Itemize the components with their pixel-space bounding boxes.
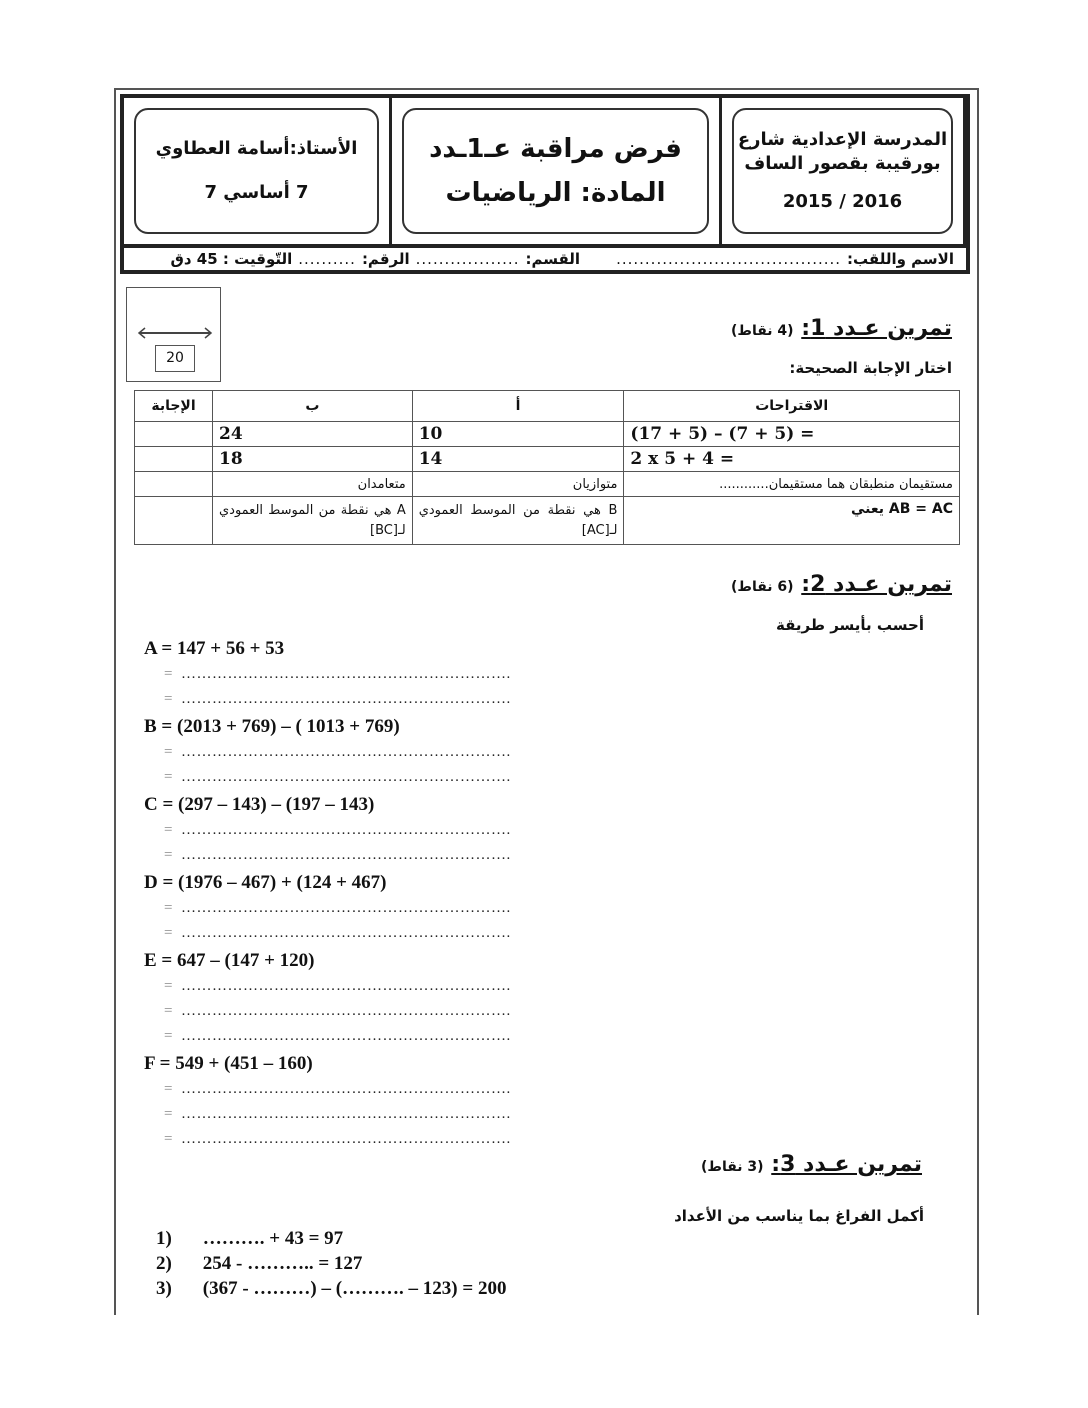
fill-equation[interactable]: (367 - ………) – (………. – 123) = 200 xyxy=(202,1278,507,1299)
header-option-a: أ xyxy=(412,391,624,422)
option-b: 18 xyxy=(212,447,412,472)
school-year: 2016 / 2015 xyxy=(782,191,903,212)
table-row xyxy=(135,447,960,472)
teacher-box xyxy=(124,98,392,244)
option-b: 24 xyxy=(212,422,412,447)
answer-cell[interactable] xyxy=(135,447,213,472)
number-label: الرقم: xyxy=(361,250,410,268)
expression-2: C = (297 – 143) – (197 – 143) xyxy=(144,794,375,815)
answer-dots[interactable]: ………………………………………………………. xyxy=(180,1106,511,1122)
exam-title: فرض مراقبة عـ1ـدد xyxy=(429,134,682,164)
equals-sign: = xyxy=(164,1003,173,1019)
equals-sign: = xyxy=(164,925,173,941)
page-border-top xyxy=(114,88,979,90)
equals-sign: = xyxy=(164,666,173,682)
exercise2-heading xyxy=(731,572,952,597)
equals-sign: = xyxy=(164,1081,173,1097)
answer-dots[interactable]: ………………………………………………………. xyxy=(180,666,511,682)
fill-number: 3) xyxy=(156,1278,172,1299)
answer-dots[interactable]: ………………………………………………………. xyxy=(180,847,511,863)
proposition: AB = AC يعني xyxy=(624,497,960,545)
equals-sign: = xyxy=(164,822,173,838)
table-header-row xyxy=(135,391,960,422)
exercise3-heading xyxy=(701,1152,922,1177)
answer-dots[interactable]: ………………………………………………………. xyxy=(180,691,511,707)
answer-line[interactable] xyxy=(164,847,511,864)
proposition: مستقيمان منطبقان هما مستقيمان............ xyxy=(624,472,960,497)
answer-line[interactable] xyxy=(164,691,511,708)
teacher-name: الأستاذ:أسامة العطاوي xyxy=(155,138,358,159)
expression-5: F = 549 + (451 – 160) xyxy=(144,1053,313,1074)
answer-line[interactable] xyxy=(164,1003,511,1020)
answer-line[interactable] xyxy=(164,666,511,683)
exercise2-points: (6 نقاط) xyxy=(731,579,794,595)
answer-cell[interactable] xyxy=(135,422,213,447)
proposition: 2 x 5 + 4 = xyxy=(624,447,960,472)
option-a: 14 xyxy=(412,447,624,472)
exercise1-heading xyxy=(731,316,952,341)
table-row xyxy=(135,497,960,545)
school-box xyxy=(722,98,966,244)
answer-dots[interactable]: ………………………………………………………. xyxy=(180,978,511,994)
grade-level: 7 أساسي 7 xyxy=(204,182,309,203)
name-label: الاسم واللقب: xyxy=(847,250,954,268)
answer-line[interactable] xyxy=(164,900,511,917)
fill-item xyxy=(156,1253,362,1275)
exam-header xyxy=(120,94,970,274)
expression-0: A = 147 + 56 + 53 xyxy=(144,638,285,659)
school-name-line2: بورقيبة بقصور الساف xyxy=(744,153,941,174)
equals-sign: = xyxy=(164,1106,173,1122)
student-info-bar xyxy=(124,244,966,270)
equals-sign: = xyxy=(164,978,173,994)
answer-line[interactable] xyxy=(164,822,511,839)
duration-label: التّوقيت : 45 دق xyxy=(170,250,293,268)
class-field[interactable]: .................. xyxy=(415,250,520,268)
page-border-right xyxy=(977,90,979,1315)
answer-line[interactable] xyxy=(164,1028,511,1045)
option-a: B هي نقطة من الموسط العمودي لـ[AC] xyxy=(412,497,624,545)
exercise1-title: تمرين عـدد 1: xyxy=(801,316,952,341)
answer-dots[interactable]: ………………………………………………………. xyxy=(180,822,511,838)
class-label: القسم: xyxy=(525,250,581,268)
fill-number: 1) xyxy=(156,1228,172,1249)
school-name-line1: المدرسة الإعدادية شارع xyxy=(737,129,948,150)
equals-sign: = xyxy=(164,1028,173,1044)
option-b: A هي نقطة من الموسط العمودي لـ[BC] xyxy=(212,497,412,545)
proposition: (17 + 5) – (7 + 5) = xyxy=(624,422,960,447)
fill-equation[interactable]: 254 - ……….. = 127 xyxy=(202,1253,363,1274)
expression-3: D = (1976 – 467) + (124 + 467) xyxy=(144,872,387,893)
answer-line[interactable] xyxy=(164,1106,511,1123)
equals-sign: = xyxy=(164,1131,173,1147)
answer-line[interactable] xyxy=(164,1081,511,1098)
answer-line[interactable] xyxy=(164,1131,511,1148)
answer-dots[interactable]: ………………………………………………………. xyxy=(180,925,511,941)
answer-cell[interactable] xyxy=(135,472,213,497)
expression-1: B = (2013 + 769) – ( 1013 + 769) xyxy=(144,716,400,737)
subject-title: المادة: الرياضيات xyxy=(445,178,666,208)
answer-line[interactable] xyxy=(164,744,511,761)
exercise1-points: (4 نقاط) xyxy=(731,323,794,339)
answer-dots[interactable]: ………………………………………………………. xyxy=(180,1081,511,1097)
equals-sign: = xyxy=(164,900,173,916)
exercise3-title: تمرين عـدد 3: xyxy=(771,1152,922,1177)
answer-dots[interactable]: ………………………………………………………. xyxy=(180,1131,511,1147)
answer-dots[interactable]: ………………………………………………………. xyxy=(180,1028,511,1044)
answer-dots[interactable]: ………………………………………………………. xyxy=(180,900,511,916)
answer-dots[interactable]: ………………………………………………………. xyxy=(180,1003,511,1019)
score-box xyxy=(126,287,221,382)
exercise3-instruction: أكمل الفراغ بما يناسب من الأعداد xyxy=(674,1207,924,1225)
double-arrow-icon xyxy=(135,326,215,340)
exercise1-table xyxy=(134,390,960,545)
header-answer: الإجابة xyxy=(135,391,213,422)
equals-sign: = xyxy=(164,847,173,863)
fill-number: 2) xyxy=(156,1253,172,1274)
table-row xyxy=(135,472,960,497)
header-propositions: الاقتراحات xyxy=(624,391,960,422)
fill-equation[interactable]: ………. + 43 = 97 xyxy=(202,1228,344,1249)
option-b: متعامدان xyxy=(212,472,412,497)
answer-line[interactable] xyxy=(164,925,511,942)
number-field[interactable]: .......... xyxy=(298,250,356,268)
table-row xyxy=(135,422,960,447)
header-option-b: ب xyxy=(212,391,412,422)
option-a: متوازيان xyxy=(412,472,624,497)
answer-dots[interactable]: ………………………………………………………. xyxy=(180,744,511,760)
answer-line[interactable] xyxy=(164,978,511,995)
page-border-left xyxy=(114,90,116,1315)
equals-sign: = xyxy=(164,744,173,760)
title-box xyxy=(392,98,722,244)
fill-item xyxy=(156,1278,506,1300)
exercise1-instruction: اختار الإجابة الصحيحة: xyxy=(789,359,952,377)
exercise2-instruction: أحسب بأيسر طريقة xyxy=(775,616,924,634)
equals-sign: = xyxy=(164,691,173,707)
option-a: 10 xyxy=(412,422,624,447)
exercise3-points: (3 نقاط) xyxy=(701,1159,764,1175)
answer-dots[interactable]: ………………………………………………………. xyxy=(180,769,511,785)
answer-line[interactable] xyxy=(164,769,511,786)
score-value: 20 xyxy=(155,345,195,372)
equals-sign: = xyxy=(164,769,173,785)
expression-4: E = 647 – (147 + 120) xyxy=(144,950,315,971)
fill-item xyxy=(156,1228,343,1250)
exercise2-title: تمرين عـدد 2: xyxy=(801,572,952,597)
name-field[interactable]: ....................................... xyxy=(616,250,842,268)
answer-cell[interactable] xyxy=(135,497,213,545)
